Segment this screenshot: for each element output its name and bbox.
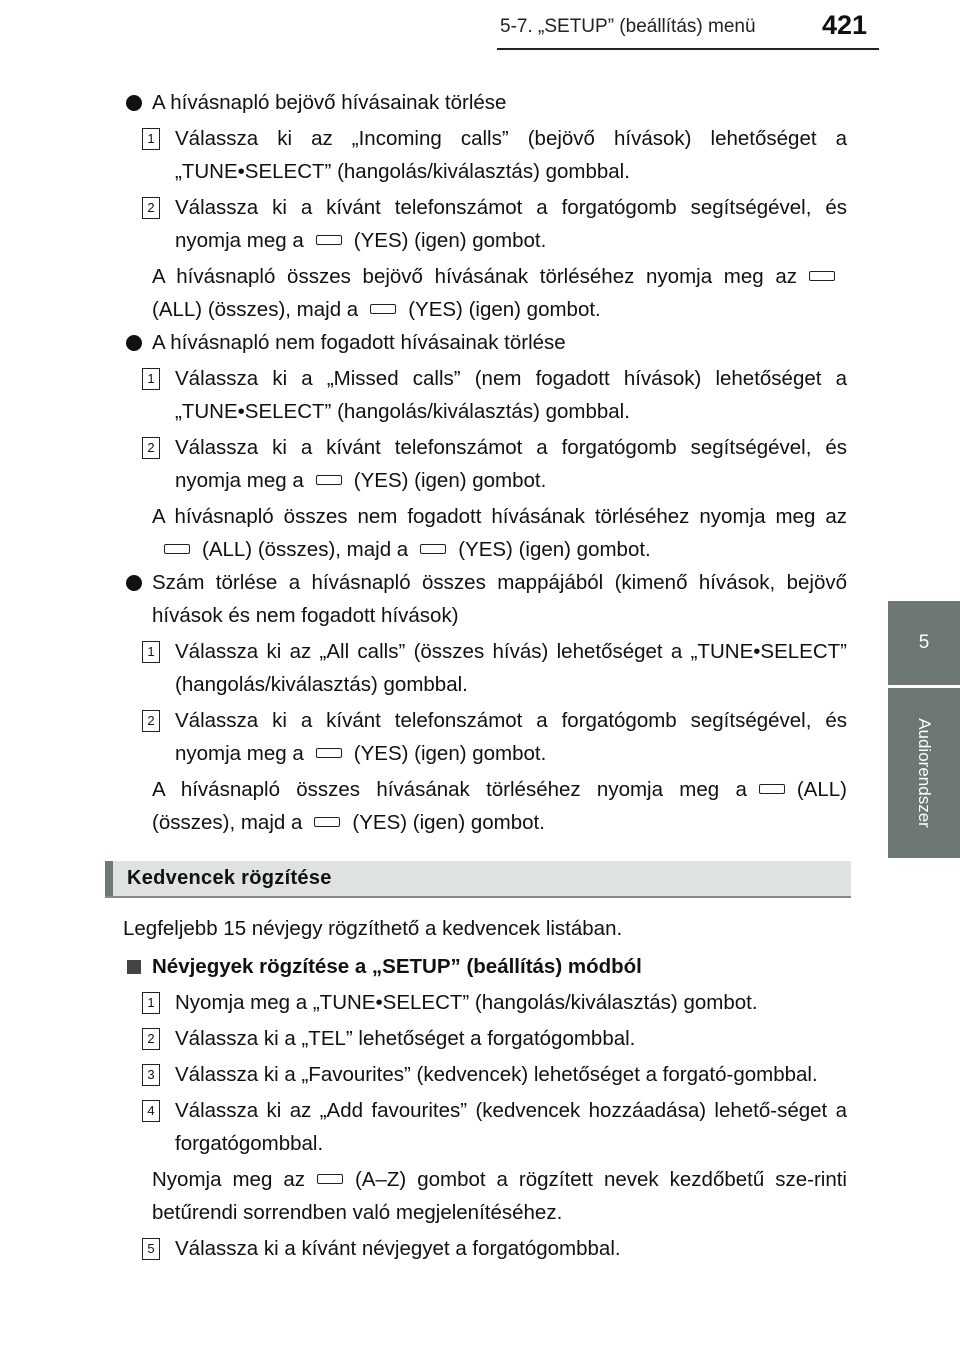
button-icon [314, 817, 340, 827]
button-icon [316, 475, 342, 485]
chapter-tab-label [888, 688, 960, 858]
sub-heading-text: Névjegyek rögzítése a „SETUP” (beállítás) módból [152, 955, 642, 978]
note-part: (A–Z) gombot a rögzített nevek kezdőbetű sze-rinti betűrendi sorrendben való megjelenítéséhez. [152, 1168, 847, 1224]
section-intro: Legfeljebb 15 névjegy rögzíthető a kedvencek listában. [123, 917, 623, 940]
step-item [123, 122, 847, 188]
button-icon [164, 544, 190, 554]
button-icon [420, 544, 446, 554]
section-heading: Kedvencek rögzítése [127, 867, 332, 889]
step-number: 5 [142, 1238, 160, 1260]
bullet-icon [126, 575, 142, 591]
step-item [123, 362, 847, 428]
step-number: 2 [142, 1028, 160, 1050]
chapter-tab-label-text: Audiorendszer [915, 718, 934, 828]
button-icon [316, 748, 342, 758]
step-number: 2 [142, 197, 160, 219]
page-content [123, 86, 847, 1265]
step-text: (YES) (igen) gombot. [353, 229, 547, 252]
bullet-text: A hívásnapló bejövő hívásainak törlése [152, 91, 507, 114]
step-item [123, 635, 847, 701]
step-text: Válassza ki az „All calls” (összes hívás) lehetőséget a „TUNE•SELECT” (hangolás/kiválasztás) gombbal. [175, 640, 847, 696]
step-item [123, 986, 847, 1019]
step-item [123, 1058, 847, 1091]
note-part: Nyomja meg az [152, 1168, 305, 1191]
step-text: Válassza ki a kívánt telefonszámot a forgatógomb segítségével, és nyomja meg a [175, 196, 847, 252]
step-item [123, 1094, 847, 1160]
note-part: A hívásnapló összes nem fogadott hívásának törléséhez nyomja meg az [152, 505, 847, 528]
step-text: Nyomja meg a „TUNE•SELECT” (hangolás/kiválasztás) gombot. [175, 991, 758, 1014]
note-text [123, 260, 847, 326]
bullet-text: A hívásnapló nem fogadott hívásainak törlése [152, 331, 566, 354]
bullet-heading [123, 566, 847, 632]
step-text: (YES) (igen) gombot. [353, 742, 547, 765]
step-item [123, 704, 847, 770]
step-text: Válassza ki az „Add favourites” (kedvencek hozzáadása) lehető-séget a forgatógombbal. [175, 1099, 847, 1155]
note-part: (YES) (igen) gombot. [458, 538, 651, 561]
bullet-heading [123, 326, 847, 359]
page-number: 421 [822, 10, 868, 40]
note-text [123, 500, 847, 566]
bullet-icon [126, 95, 142, 111]
step-text: Válassza ki a kívánt névjegyet a forgatógombbal. [175, 1237, 621, 1260]
section-accent-bar [105, 861, 113, 896]
note-text [123, 1163, 847, 1229]
step-number: 2 [142, 710, 160, 732]
bullet-text: Szám törlése a hívásnapló összes mappájából (kimenő hívások, bejövő hívások és nem fogadott hívások) [152, 571, 847, 627]
step-item [123, 1022, 847, 1055]
square-bullet-icon [127, 960, 141, 974]
button-icon [809, 271, 835, 281]
step-text: Válassza ki a kívánt telefonszámot a forgatógomb segítségével, és nyomja meg a [175, 436, 847, 492]
section-header [105, 861, 851, 898]
step-number: 3 [142, 1064, 160, 1086]
step-text: Válassza ki a „Missed calls” (nem fogadott hívások) lehetőséget a „TUNE•SELECT” (hangolás/kiválasztás) gombbal. [175, 367, 847, 423]
step-number: 4 [142, 1100, 160, 1122]
step-text: Válassza ki az „Incoming calls” (bejövő hívások) lehetőséget a „TUNE•SELECT” (hangolás/kiválasztás) gombbal. [175, 127, 847, 183]
note-part: (YES) (igen) gombot. [408, 298, 601, 321]
note-part: A hívásnapló összes bejövő hívásának törléséhez nyomja meg az [152, 265, 797, 288]
step-text: Válassza ki a kívánt telefonszámot a forgatógomb segítségével, és nyomja meg a [175, 709, 847, 765]
step-text: (YES) (igen) gombot. [353, 469, 547, 492]
step-text: Válassza ki a „Favourites” (kedvencek) lehetőséget a forgató-gombbal. [175, 1063, 818, 1086]
chapter-tab-number: 5 [888, 601, 960, 685]
bullet-heading [123, 86, 847, 119]
step-item [123, 431, 847, 497]
bullet-icon [126, 335, 142, 351]
button-icon [370, 304, 396, 314]
button-icon [759, 784, 785, 794]
section-title-header: 5-7. „SETUP” (beállítás) menü [500, 16, 756, 37]
step-number: 1 [142, 641, 160, 663]
note-text [123, 773, 847, 839]
sub-heading [123, 950, 847, 983]
step-item [123, 191, 847, 257]
step-item [123, 1232, 847, 1265]
note-part: (ALL) (összes), majd a [152, 298, 359, 321]
step-number: 2 [142, 437, 160, 459]
note-part: (ALL) (összes), majd a [202, 538, 409, 561]
note-part: A hívásnapló összes hívásának törléséhez nyomja meg a [152, 778, 747, 801]
step-number: 1 [142, 368, 160, 390]
button-icon [316, 235, 342, 245]
step-number: 1 [142, 992, 160, 1014]
note-part: (YES) (igen) gombot. [352, 811, 545, 834]
header-rule [497, 48, 879, 50]
note-part: (ALL) (összes), majd a [152, 778, 847, 834]
button-icon [317, 1174, 343, 1184]
step-number: 1 [142, 128, 160, 150]
step-text: Válassza ki a „TEL” lehetőséget a forgatógombbal. [175, 1027, 636, 1050]
